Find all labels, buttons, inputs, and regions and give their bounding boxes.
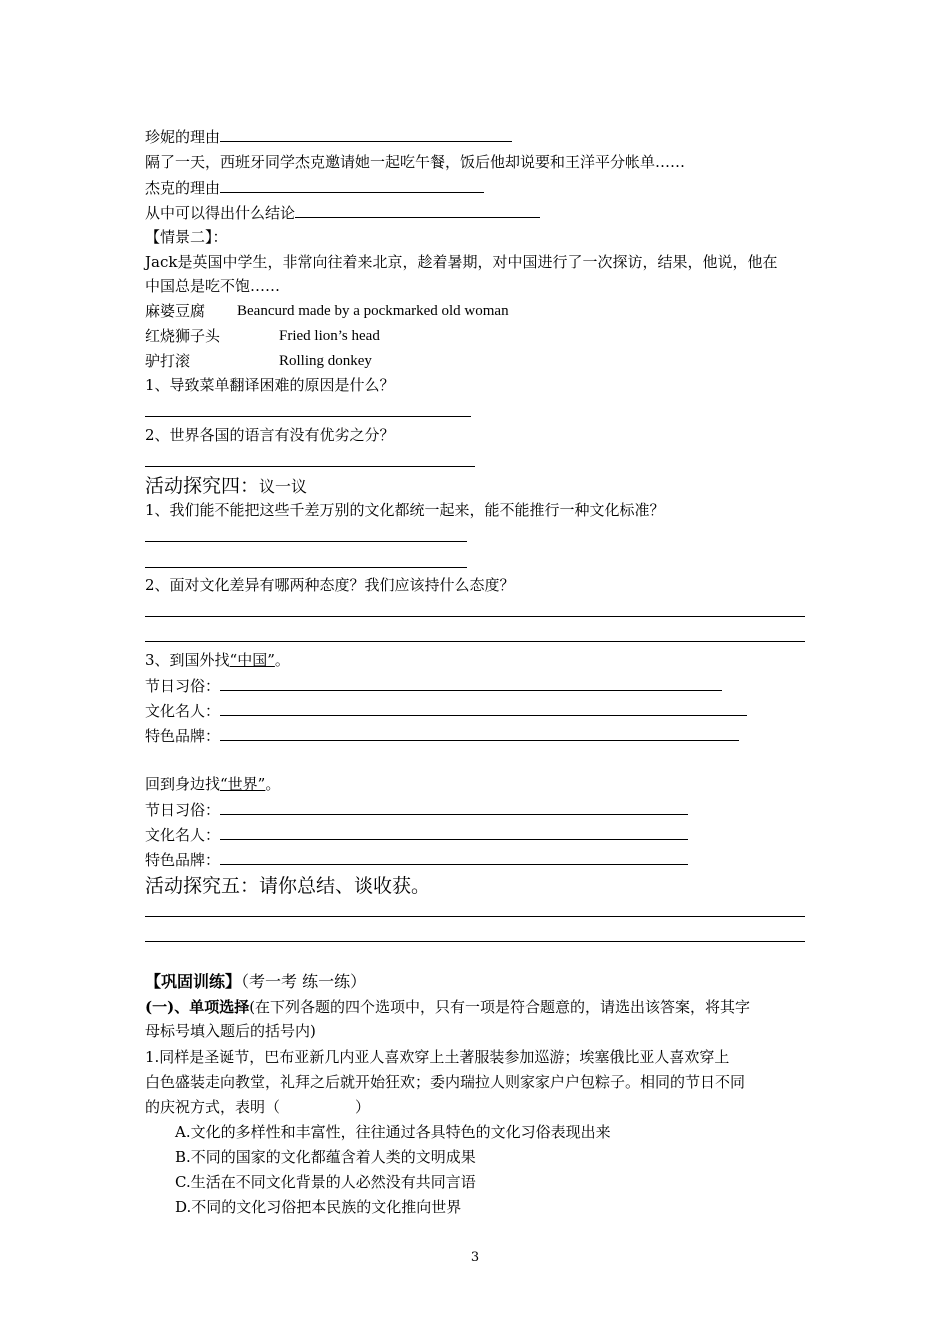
answer-line[interactable] [145,641,805,642]
scene2-question-2: 2、世界各国的语言有没有优劣之分？ [145,426,395,444]
question-1-line-1: 1.同样是圣诞节，巴布亚新几内亚人喜欢穿上土著服装参加巡游；埃塞俄比亚人喜欢穿上 [145,1048,730,1066]
jenny-reason-label: 珍妮的理由 [145,128,221,146]
next-day-text: 隔了一天，西班牙同学杰克邀请她一起吃午餐，饭后他却说要和王洋平分帐单…… [145,153,686,171]
dish-en: Fried lion’s head [279,328,380,344]
activity5-title: 活动探究五：请你总结、谈收获。 [145,875,431,897]
field-label: 特色品牌： [145,727,221,745]
home-field-brand [145,849,688,870]
home-field-festival [145,799,688,820]
conclusion-label: 从中可以得出什么结论 [145,204,296,222]
activity4-title: 活动探究四： [145,475,260,497]
back-suffix: 。 [265,775,281,793]
field-label: 节日习俗： [145,801,221,819]
option-c[interactable]: C.生活在不同文化背景的人必然没有共同言语 [175,1173,476,1191]
back-home-line [145,774,280,794]
option-d[interactable]: D.不同的文化习俗把本民族的文化推向世界 [175,1198,462,1216]
jenny-reason-line [145,126,512,147]
answer-line[interactable] [145,567,467,568]
dish-cn: 驴打滚 [145,352,191,370]
abroad-field-festival [145,675,722,696]
jack-reason-blank[interactable] [220,177,484,193]
home-field-celebrity [145,824,688,845]
scene2-question-1: 1、导致菜单翻译困难的原因是什么？ [145,376,395,394]
field-label: 文化名人： [145,826,221,844]
dish-en: Rolling donkey [279,353,372,369]
field-blank[interactable] [220,849,688,865]
q3-suffix: 。 [274,651,290,669]
field-label: 节日习俗： [145,677,221,695]
section-line-1 [145,997,750,1017]
answer-line[interactable] [145,416,471,417]
option-a[interactable]: A.文化的多样性和丰富性，往往通过各具特色的文化习俗表现出来 [175,1123,611,1141]
field-blank[interactable] [220,700,747,716]
jack-reason-line [145,177,484,198]
question-1-line-2: 白色盛装走向教堂，礼拜之后就开始狂欢；委内瑞拉人则家家户户包粽子。相同的节日不同 [145,1073,746,1091]
section-line-2: 母标号填入题后的括号内) [145,1022,316,1040]
dish-cn: 麻婆豆腐 [145,302,206,320]
activity4-heading [145,474,307,499]
dish-en: Beancurd made by a pockmarked old woman [237,303,509,319]
dish-cn: 红烧狮子头 [145,327,221,345]
field-blank[interactable] [220,725,739,741]
field-blank[interactable] [220,824,688,840]
abroad-field-brand [145,725,739,746]
back-prefix: 回到身边找 [145,775,221,793]
answer-line[interactable] [145,541,467,542]
answer-line[interactable] [145,941,805,942]
jack-reason-label: 杰克的理由 [145,179,221,197]
scene2-intro-line2: 中国总是吃不饱…… [145,277,281,295]
practice-title: 【巩固训练】 [145,972,242,991]
practice-heading [145,972,366,992]
conclusion-blank[interactable] [295,202,540,218]
q3-prefix: 3、到国外找 [145,651,230,669]
answer-line[interactable] [145,916,805,917]
abroad-field-celebrity [145,700,747,721]
activity4-question-3 [145,650,290,670]
scene2-intro-line1: Jack是英国中学生，非常向往着来北京，趁着暑期，对中国进行了一次探访，结果，他说，他在 [145,253,778,271]
answer-line[interactable] [145,466,475,467]
question-1-line-3[interactable]: 的庆祝方式，表明（ ） [145,1098,371,1116]
activity4-question-2: 2、面对文化差异有哪两种态度？我们应该持什么态度？ [145,576,515,594]
dish-row [145,326,380,346]
jenny-reason-blank[interactable] [220,126,512,142]
dish-row [145,351,372,371]
field-blank[interactable] [220,799,688,815]
section-label: (一)、单项选择 [145,998,250,1016]
answer-line[interactable] [145,616,805,617]
page-number: 3 [470,1250,480,1265]
back-word: “世界” [220,775,266,793]
dish-row [145,301,509,321]
practice-subtitle: （考一考 练一练） [241,972,367,991]
activity4-question-1: 1、我们能不能把这些千差万别的文化都统一起来，能不能推行一种文化标准？ [145,501,665,519]
activity4-subtitle: 议一议 [259,477,308,496]
q3-word: “中国” [229,651,275,669]
scene2-title: 【情景二】： [145,228,228,246]
field-label: 文化名人： [145,702,221,720]
conclusion-line [145,202,540,223]
section-desc: (在下列各题的四个选项中，只有一项是符合题意的，请选出该答案，将其字 [249,998,751,1016]
option-b[interactable]: B.不同的国家的文化都蕴含着人类的文明成果 [175,1148,476,1166]
field-label: 特色品牌： [145,851,221,869]
field-blank[interactable] [220,675,722,691]
